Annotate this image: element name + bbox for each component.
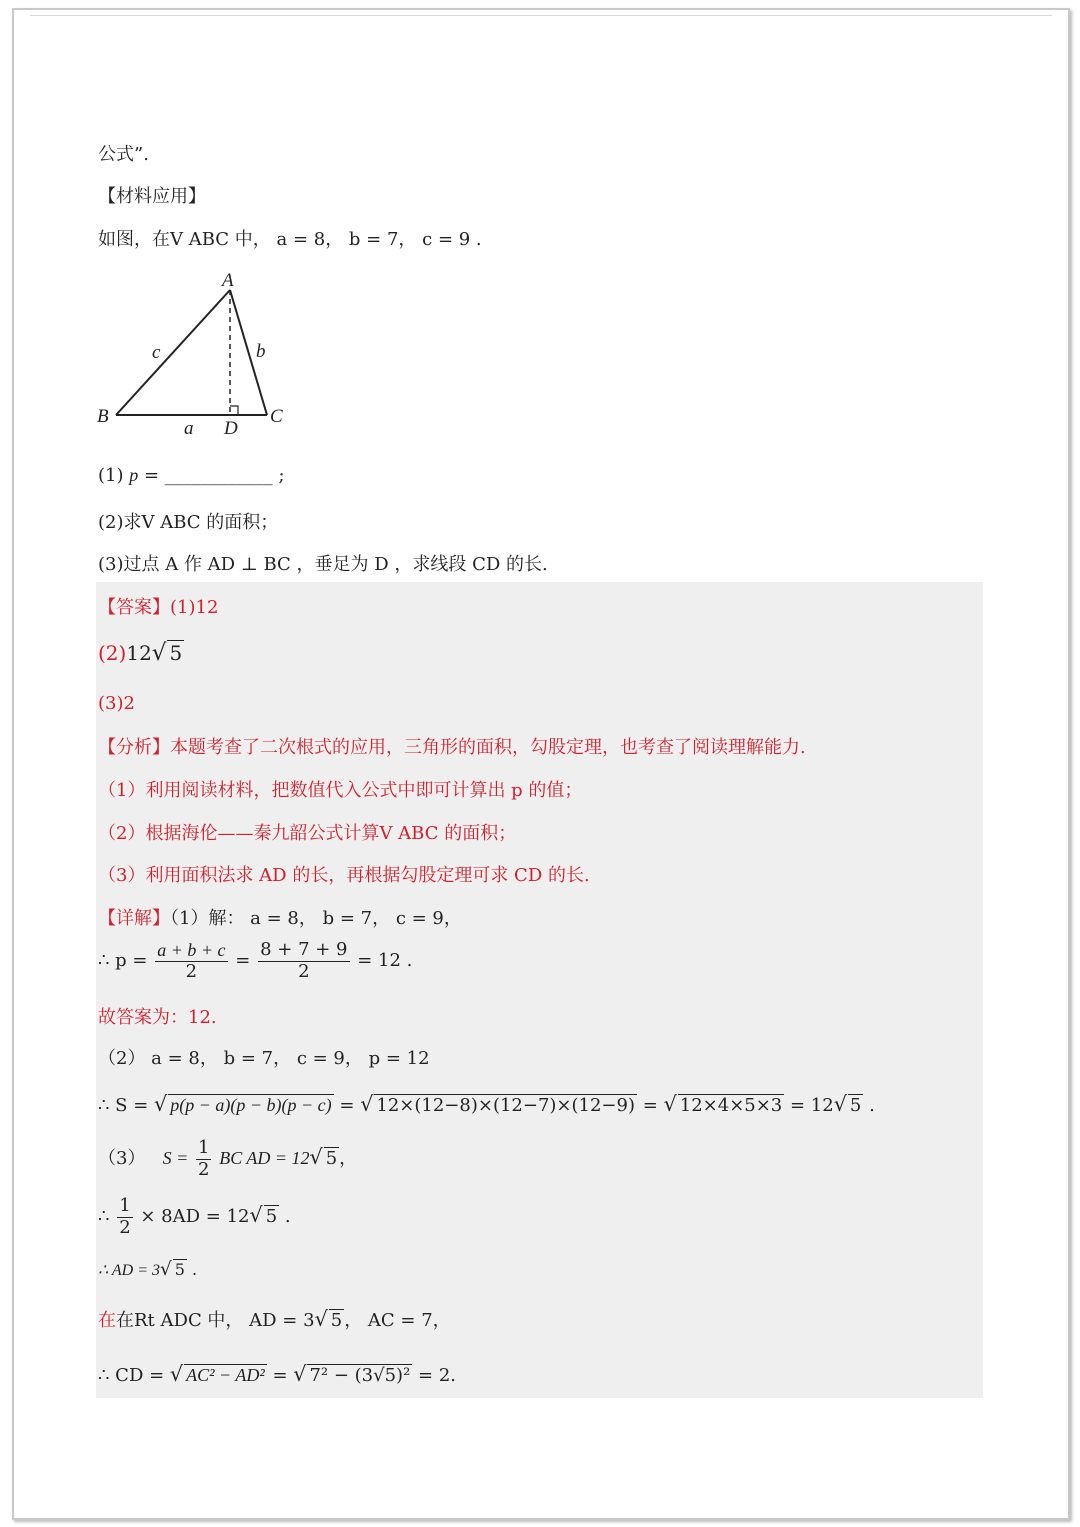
analysis-step-2: （2）根据海伦——秦九韶公式计算V ABC 的面积； xyxy=(98,823,517,844)
detail-line-3: （3） S = $\frac{1}{2}$ BC AD = 12√ 5 ， xyxy=(98,1137,358,1180)
triangle-figure xyxy=(92,268,302,443)
ad-result: ∴ AD = 3√ 5 . xyxy=(98,1259,198,1280)
detail-line-2: （2） a = 8， b = 7， c = 9， p = 12 xyxy=(98,1048,430,1069)
side-a-label: a xyxy=(184,418,194,439)
foot-d-label: D xyxy=(224,418,238,439)
vertex-a-label: A xyxy=(222,270,234,291)
cd-equation: ∴ CD = √ AC² − AD² = √ 7² − (3√5)² = 2. xyxy=(98,1362,457,1386)
question-2: (2)求V ABC 的面积； xyxy=(98,512,279,533)
analysis-step-1: （1）利用阅读材料，把数值代入公式中即可计算出 p 的值； xyxy=(98,780,583,801)
detail-line-1: 【详解】（1）解： a = 8， b = 7， c = 9， xyxy=(98,908,462,929)
analysis-line: 【分析】本题考查了二次根式的应用，三角形的面积，勾股定理，也考查了阅读理解能力. xyxy=(98,737,806,758)
answer-1: 【答案】(1)12 xyxy=(98,597,219,618)
answer-3: (3)2 xyxy=(98,693,135,714)
answer-statement: 故答案为：12. xyxy=(98,1007,217,1028)
section-heading: 【材料应用】 xyxy=(98,186,206,207)
side-c-label: c xyxy=(152,342,161,363)
question-1: (1) p = ____________ ; xyxy=(98,465,285,486)
question-3: (3)过点 A 作 AD ⊥ BC ，垂足为 D ，求线段 CD 的长. xyxy=(98,554,548,575)
p-equation: ∴ p = $\frac{a + b + c}{2}$ = $\frac{8 + 7 + 9}{2}$ = 12 . xyxy=(98,939,413,982)
ad-equation-1: ∴ $\frac{1}{2}$ × 8AD = 12√ 5 . xyxy=(98,1195,291,1238)
rt-triangle-line: 在在Rt ADC 中， AD = 3√ 5 ， AC = 7， xyxy=(98,1307,451,1331)
analysis-step-3: （3）利用面积法求 AD 的长，再根据勾股定理可求 CD 的长. xyxy=(98,865,590,886)
side-b-label: b xyxy=(256,341,266,362)
vertex-c-label: C xyxy=(270,406,283,427)
s-equation: ∴ S = √ p(p − a)(p − b)(p − c) = √ 12×(12−8)×(12−7)×(12−9) = √ 12×4×5×3 = 12√ 5 . xyxy=(98,1092,875,1116)
top-divider xyxy=(30,15,1052,16)
problem-statement: 如图，在V ABC 中， a = 8， b = 7， c = 9 . xyxy=(98,229,482,250)
answer-2: (2)12√ 5 xyxy=(98,640,183,666)
answer-box xyxy=(96,582,983,1398)
text-line-formula: 公式”. xyxy=(98,144,149,165)
vertex-b-label: B xyxy=(97,406,109,427)
